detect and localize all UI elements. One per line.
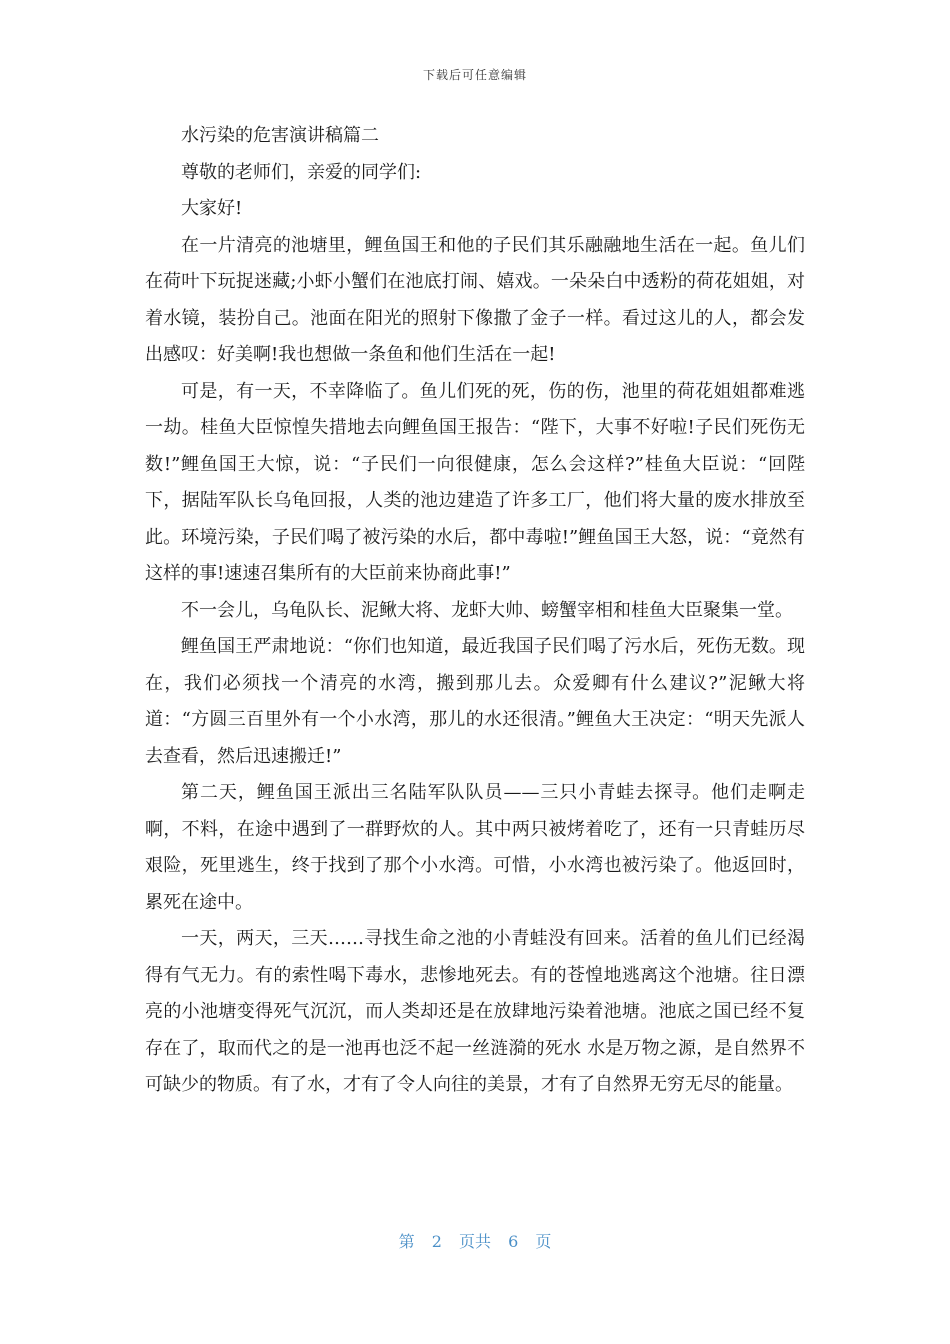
paragraph: 在一片清亮的池塘里，鲤鱼国王和他的子民们其乐融融地生活在一起。鱼儿们在荷叶下玩捉迷藏;小虾小蟹们在池底打闹、嬉戏。一朵朵白中透粉的荷花姐姐，对着水镜，装扮自己。池面在阳光的照射下像撒了金子一样。看过这儿的人，都会发出感叹：好美啊!我也想做一条鱼和他们生活在一起! [145, 234, 805, 365]
page-total: 6 [508, 1232, 519, 1251]
paragraph: 可是，有一天，不幸降临了。鱼儿们死的死，伤的伤，池里的荷花姐姐都难逃一劫。桂鱼大臣惊惶失措地去向鲤鱼国王报告：“陛下，大事不好啦!子民们死伤无数!”鲤鱼国王大惊，说：“子民们一向很健康，怎么会这样?”桂鱼大臣说：“回陛下，据陆军队长乌龟回报，人类的池边建造了许多工厂，他们将大量的废水排放至此。环境污染，子民们喝了被污染的水后，都中毒啦!”鲤鱼国王大怒，说：“竟然有这样的事!速速召集所有的大臣前来协商此事!” [145, 380, 805, 584]
paragraph: 不一会儿，乌龟队长、泥鳅大将、龙虾大帅、螃蟹宰相和桂鱼大臣聚集一堂。 [181, 599, 793, 621]
hello: 大家好! [181, 198, 243, 219]
page-current: 2 [431, 1232, 442, 1251]
paragraph: 鲤鱼国王严肃地说：“你们也知道，最近我国子民们喝了污水后，死伤无数。现在，我们必须找一个清亮的水湾，搬到那儿去。众爱卿有什么建议?”泥鳅大将道：“方圆三百里外有一个小水湾，那儿的水还很清。”鲤鱼大王决定：“明天先派人去查看，然后迅速搬迁!” [145, 636, 805, 767]
page-label-suffix: 页 [535, 1232, 552, 1251]
paragraph: 第二天，鲤鱼国王派出三名陆军队队员——三只小青蛙去探寻。他们走啊走啊，不料，在途中遇到了一群野炊的人。其中两只被烤着吃了，还有一只青蛙历尽艰险，死里逃生，终于找到了那个小水湾。可惜，小水湾也被污染了。他返回时，累死在途中。 [145, 782, 805, 913]
header-note: 下载后可任意编辑 [422, 68, 527, 82]
page-label-prefix: 第 [398, 1232, 415, 1251]
paragraph: 一天，两天，三天……寻找生命之池的小青蛙没有回来。活着的鱼儿们已经渴得有气无力。有的索性喝下毒水，悲惨地死去。有的苍惶地逃离这个池塘。往日漂亮的小池塘变得死气沉沉，而人类却还是在放肆地污染着池塘。池底之国已经不复存在了，取而代之的是一池再也泛不起一丝涟漪的死水 水是万物之源，是自然界不可缺少的物质。有了水，才有了令人向往的美景，才有了自然界无穷无尽的能量。 [145, 928, 805, 1095]
document-title: 水污染的危害演讲稿篇二 [181, 125, 379, 146]
greeting: 尊敬的老师们，亲爱的同学们: [181, 161, 422, 183]
page-label-mid: 页共 [458, 1232, 491, 1251]
page-number-footer [0, 1229, 950, 1252]
document-body [145, 118, 805, 1104]
